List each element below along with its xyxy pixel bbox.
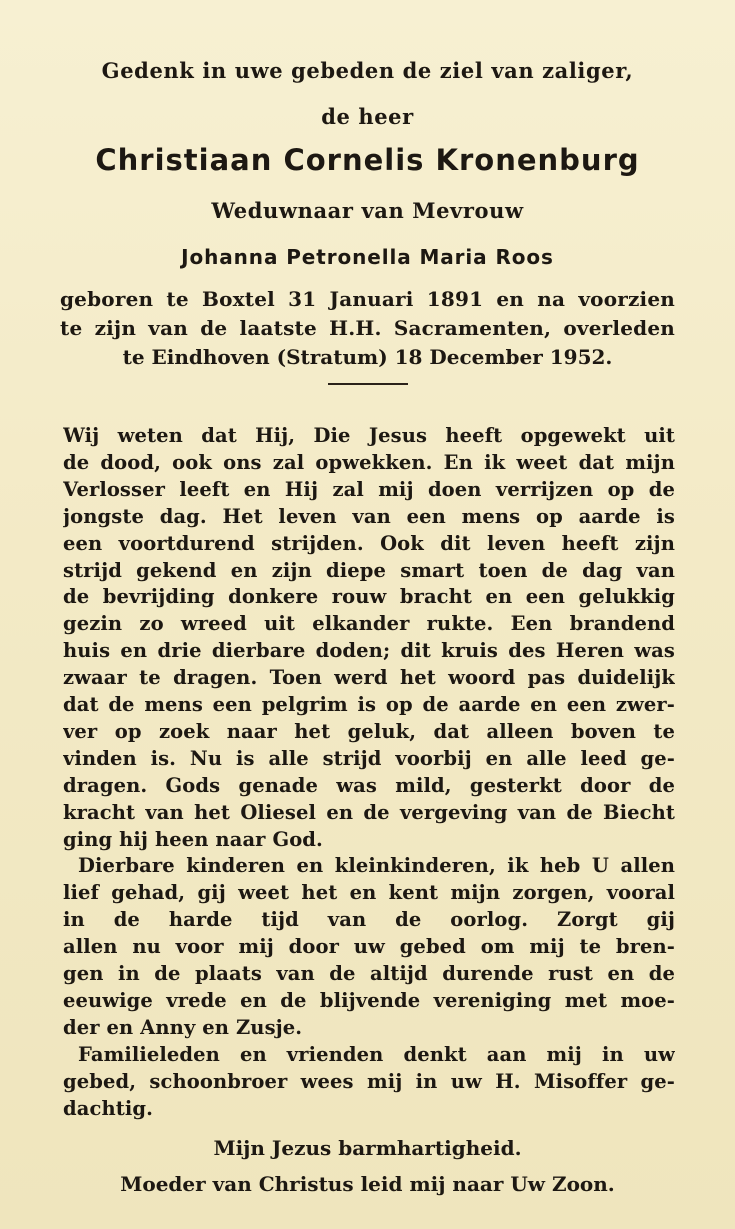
text-line: gebed, schoonbroer wees mij in uw H. Misoffer ge- (63, 1069, 675, 1093)
text-line: de dood, ook ons zal opwekken. En ik weet dat mijn (63, 450, 675, 474)
text-line: huis en drie dierbare doden; dit kruis des Heren was (63, 639, 675, 663)
text-line: allen nu voor mij door uw gebed om mij te bren- (63, 935, 675, 959)
text-line: der en Anny en Zusje. (63, 1015, 303, 1039)
biography-line: te zijn van de laatste H.H. Sacramenten, overleden (60, 316, 675, 340)
text-line: eeuwige vrede en de blijvende vereniging met moe- (63, 988, 675, 1012)
text-line: strijd gekend en zijn diepe smart toen de dag van (63, 558, 675, 582)
text-line: ging hij heen naar God. (63, 827, 323, 851)
text-line: in de harde tijd van de oorlog. Zorgt gij (63, 908, 675, 932)
honorific: de heer (321, 104, 414, 129)
deceased-name: Christiaan Cornelis Kronenburg (95, 143, 640, 177)
text-line: dachtig. (63, 1096, 153, 1120)
text-line: dat de mens een pelgrim is op de aarde en een zwer- (63, 693, 675, 716)
invocation-line: Gedenk in uwe gebeden de ziel van zaliger, (101, 58, 634, 83)
text-line: Dierbare kinderen en kleinkinderen, ik heb U allen (78, 854, 675, 878)
text-line: kracht van het Oliesel en de vergeving van de Biecht (63, 800, 675, 824)
text-line: jongste dag. Het leven van een mens op aarde is (63, 504, 675, 528)
closing-prayer: Mijn Jezus barmhartigheid. (213, 1136, 522, 1160)
biography-line: te Eindhoven (Stratum) 18 December 1952. (122, 345, 613, 369)
divider-rule (328, 383, 408, 385)
text-line: Familieleden en vrienden denkt aan mij in uw (78, 1042, 675, 1066)
text-line: gezin zo wreed uit elkander rukte. Een brandend (63, 612, 675, 636)
text-line: een voortdurend strijden. Ook dit leven heeft zijn (63, 531, 675, 555)
text-line: Wij weten dat Hij, Die Jesus heeft opgewekt uit (63, 424, 675, 447)
widower-of-line: Weduwnaar van Mevrouw (211, 198, 524, 223)
text-line: vinden is. Nu is alle strijd voorbij en alle leed ge- (63, 746, 675, 770)
text-line: Verlosser leeft en Hij zal mij doen verrijzen op de (63, 477, 675, 501)
text-line: gen in de plaats van de altijd durende rust en de (63, 962, 675, 985)
text-line: dragen. Gods genade was mild, gesterkt door de (63, 773, 675, 797)
text-line: lief gehad, gij weet het en kent mijn zorgen, vooral (63, 881, 675, 905)
biography-line: geboren te Boxtel 31 Januari 1891 en na voorzien (60, 287, 675, 311)
text-line: de bevrijding donkere rouw bracht en een gelukkig (63, 585, 675, 609)
closing-invocation: Moeder van Christus leid mij naar Uw Zoon. (120, 1172, 615, 1196)
text-line: zwaar te dragen. Toen werd het woord pas duidelijk (63, 666, 675, 690)
text-line: ver op zoek naar het geluk, dat alleen boven te (63, 719, 675, 743)
spouse-name: Johanna Petronella Maria Roos (181, 245, 554, 269)
